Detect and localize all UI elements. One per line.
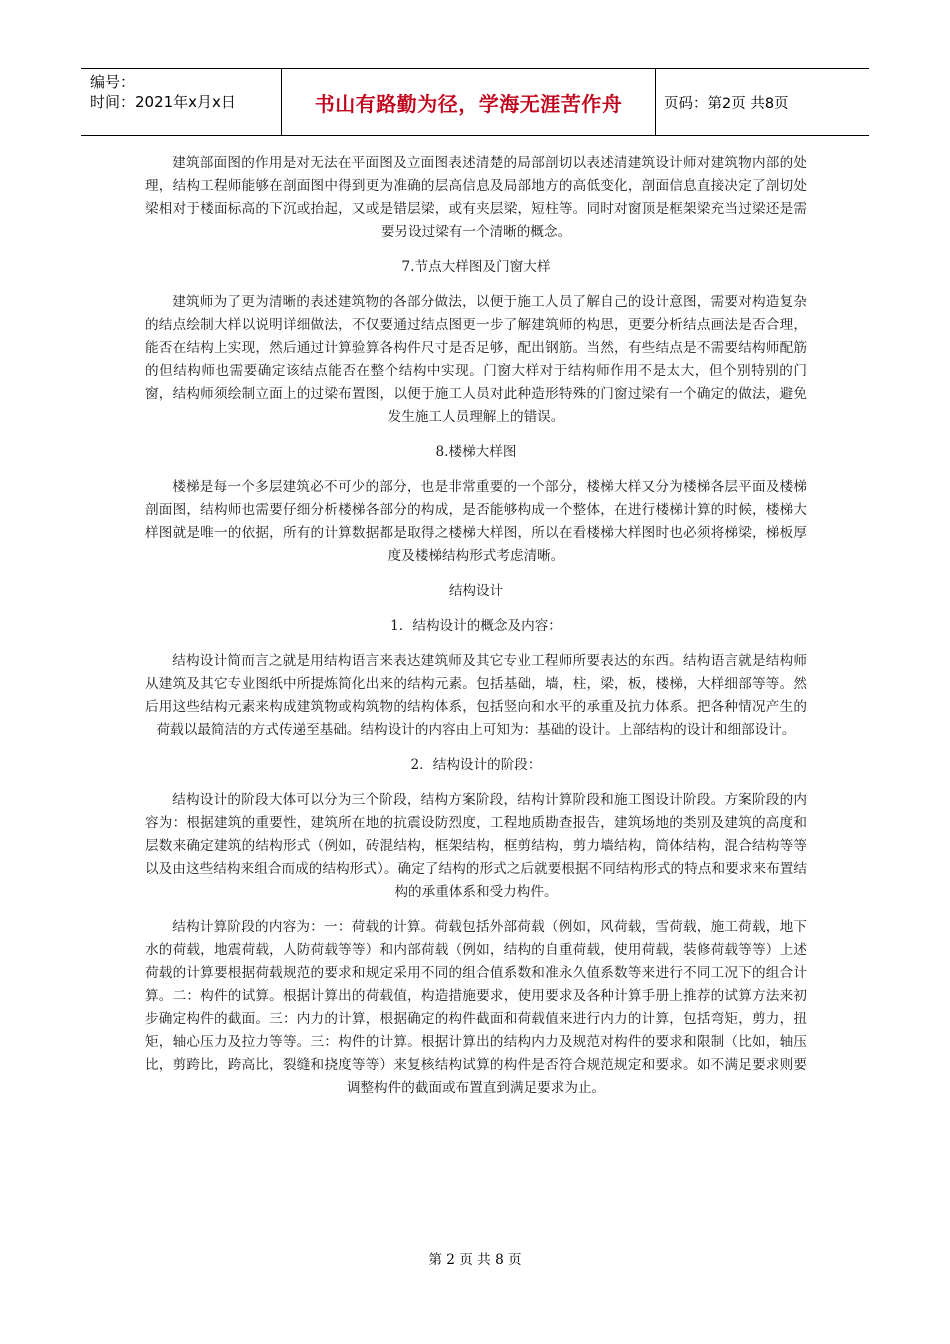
page-header: [81, 68, 869, 136]
paragraph-stair-details: 楼梯是每一个多层建筑必不可少的部分，也是非常重要的一个部分，楼梯大样又分为楼梯各层平面及楼梯剖面图，结构师也需要仔细分析楼梯各部分的构成，是否能够构成一个整体，在进行楼梯计算的时候，楼梯大样图就是唯一的依据，所有的计算数据都是取得之楼梯大样图，所以在看楼梯大样图时也必须将梯梁，梯板厚度及楼梯结构形式考虑清晰。: [145, 479, 807, 564]
heading-structural-design: 结构设计: [448, 583, 504, 599]
paragraph-calculation-stage: 结构计算阶段的内容为：一：荷载的计算。荷载包括外部荷载（例如，风荷载，雪荷载，施工荷载，地下水的荷载，地震荷载，人防荷载等等）和内部荷载（例如，结构的自重荷载，使用荷载，装修荷载等等）上述荷载的计算要根据荷载规范的要求和规定采用不同的组合值系数和准永久值系数等来进行不同工况下的组合计算。二：构件的试算。根据计算出的荷载值，构造措施要求，使用要求及各种计算手册上推荐的试算方法来初步确定构件的截面。三：内力的计算，根据确定的构件截面和荷载值来进行内力的计算，包括弯矩，剪力，扭矩，轴心压力及拉力等等。三：构件的计算。根据计算出的结构内力及规范对构件的要求和限制（比如，轴压比，剪跨比，跨高比，裂缝和挠度等等）来复核结构试算的构件是否符合规范规定和要求。如不满足要求则要调整构件的截面或布置直到满足要求为止。: [145, 919, 807, 1096]
header-page-info: 页码：第2页 共8页: [664, 95, 789, 112]
page-footer: 第 2 页 共 8 页: [428, 1252, 522, 1268]
number-label: 编号：: [90, 73, 136, 91]
document-body: [145, 152, 807, 1112]
header-meta: [81, 69, 282, 135]
heading-design-concept: 1．结构设计的概念及内容：: [390, 618, 562, 634]
heading-node-details: 7.节点大样图及门窗大样: [401, 259, 551, 275]
paragraph-design-concept: 结构设计简而言之就是用结构语言来表达建筑师及其它专业工程师所要表达的东西。结构语言就是结构师从建筑及其它专业图纸中所提炼简化出来的结构元素。包括基础，墙，柱，梁，板，楼梯，大样细部等等。然后用这些结构元素来构成建筑物或构筑物的结构体系，包括竖向和水平的承重及抗力体系。把各种情况产生的荷载以最简洁的方式传递至基础。结构设计的内容由上可知为：基础的设计。上部结构的设计和细部设计。: [145, 653, 807, 738]
paragraph-design-stages: 结构设计的阶段大体可以分为三个阶段，结构方案阶段，结构计算阶段和施工图设计阶段。方案阶段的内容为：根据建筑的重要性，建筑所在地的抗震设防烈度，工程地质勘查报告，建筑场地的类别及建筑的高度和层数来确定建筑的结构形式（例如，砖混结构，框架结构，框剪结构，剪力墙结构，筒体结构，混合结构等等以及由这些结构来组合而成的结构形式）。确定了结构的形式之后就要根据不同结构形式的特点和要求来布置结构的承重体系和受力构件。: [145, 792, 807, 900]
time-label: 时间：2021年x月x日: [90, 93, 236, 111]
header-motto: 书山有路勤为径，学海无涯苦作舟: [282, 69, 656, 135]
paragraph-section-drawing: 建筑部面图的作用是对无法在平面图及立面图表述清楚的局部剖切以表述清建筑设计师对建筑物内部的处理，结构工程师能够在剖面图中得到更为准确的层高信息及局部地方的高低变化，剖面信息直接决定了剖切处梁相对于楼面标高的下沉或抬起，又或是错层梁，或有夹层梁，短柱等。同时对窗顶是框架梁充当过梁还是需要另设过梁有一个清晰的概念。: [145, 155, 807, 240]
paragraph-node-details: 建筑师为了更为清晰的表述建筑物的各部分做法，以便于施工人员了解自己的设计意图，需要对构造复杂的结点绘制大样以说明详细做法，不仅要通过结点图更一步了解建筑师的构思，更要分析结点画法是否合理，能否在结构上实现，然后通过计算验算各构件尺寸是否足够，配出钢筋。当然，有些结点是不需要结构师配筋的但结构师也需要确定该结点能否在整个结构中实现。门窗大样对于结构师作用不是太大，但个别特别的门窗，结构师须绘制立面上的过梁布置图，以便于施工人员对此种造形特殊的门窗过梁有一个确定的做法，避免发生施工人员理解上的错误。: [145, 294, 807, 425]
heading-stair-details: 8.楼梯大样图: [435, 444, 517, 460]
heading-design-stages: 2．结构设计的阶段：: [410, 757, 542, 773]
